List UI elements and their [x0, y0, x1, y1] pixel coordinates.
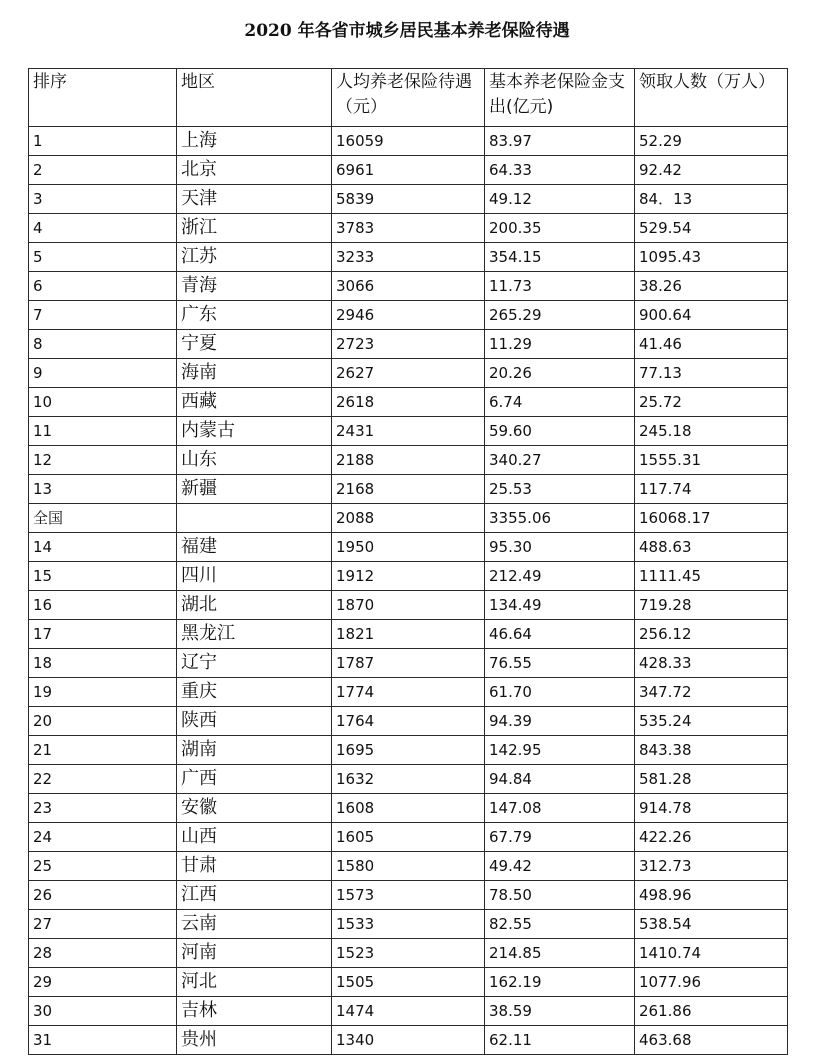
recipients-cell: 117.74: [635, 475, 788, 504]
avg-benefit-cell: 1573: [332, 881, 485, 910]
table-row: [29, 997, 788, 1026]
avg-benefit-cell: 1523: [332, 939, 485, 968]
avg-benefit-cell: 2723: [332, 330, 485, 359]
rank-cell: 2: [29, 156, 177, 185]
avg-benefit-cell: 2618: [332, 388, 485, 417]
table-row: [29, 968, 788, 997]
avg-benefit-cell: 1474: [332, 997, 485, 1026]
region-cell: 福建: [177, 533, 332, 562]
table-row: [29, 417, 788, 446]
table-row: [29, 388, 788, 417]
recipients-cell: 16068.17: [635, 504, 788, 533]
expenditure-cell: 95.30: [485, 533, 635, 562]
table-row: [29, 939, 788, 968]
avg-benefit-cell: 1340: [332, 1026, 485, 1055]
expenditure-cell: 25.53: [485, 475, 635, 504]
rank-cell: 4: [29, 214, 177, 243]
table-row: [29, 649, 788, 678]
rank-cell: 10: [29, 388, 177, 417]
rank-cell: 28: [29, 939, 177, 968]
region-cell: 山西: [177, 823, 332, 852]
rank-cell: 31: [29, 1026, 177, 1055]
avg-benefit-cell: 1912: [332, 562, 485, 591]
table-row: [29, 562, 788, 591]
avg-benefit-cell: 2946: [332, 301, 485, 330]
avg-benefit-cell: 1605: [332, 823, 485, 852]
avg-benefit-cell: 1632: [332, 765, 485, 794]
region-cell: 四川: [177, 562, 332, 591]
table-row: [29, 707, 788, 736]
table-row: [29, 765, 788, 794]
region-cell: 广西: [177, 765, 332, 794]
table-row: [29, 678, 788, 707]
recipients-cell: 719.28: [635, 591, 788, 620]
recipients-cell: 914.78: [635, 794, 788, 823]
recipients-cell: 422.26: [635, 823, 788, 852]
recipients-cell: 312.73: [635, 852, 788, 881]
page-title: 2020 年各省市城乡居民基本养老保险待遇: [244, 21, 570, 41]
avg-benefit-cell: 2431: [332, 417, 485, 446]
expenditure-cell: 6.74: [485, 388, 635, 417]
expenditure-cell: 212.49: [485, 562, 635, 591]
header-avg-benefit: 人均养老保险待遇（元）: [332, 69, 485, 127]
region-cell: 湖北: [177, 591, 332, 620]
rank-cell: 全国: [29, 504, 177, 533]
rank-cell: 11: [29, 417, 177, 446]
table-row: [29, 330, 788, 359]
recipients-cell: 463.68: [635, 1026, 788, 1055]
expenditure-cell: 147.08: [485, 794, 635, 823]
rank-cell: 6: [29, 272, 177, 301]
pension-table: [28, 68, 788, 1055]
recipients-cell: 41.46: [635, 330, 788, 359]
recipients-cell: 1410.74: [635, 939, 788, 968]
region-cell: 海南: [177, 359, 332, 388]
avg-benefit-cell: 3233: [332, 243, 485, 272]
avg-benefit-cell: 2088: [332, 504, 485, 533]
rank-cell: 16: [29, 591, 177, 620]
expenditure-cell: 49.42: [485, 852, 635, 881]
expenditure-cell: 3355.06: [485, 504, 635, 533]
expenditure-cell: 49.12: [485, 185, 635, 214]
table-row: [29, 533, 788, 562]
region-cell: 山东: [177, 446, 332, 475]
table-row: [29, 881, 788, 910]
recipients-cell: 1077.96: [635, 968, 788, 997]
avg-benefit-cell: 2627: [332, 359, 485, 388]
recipients-cell: 498.96: [635, 881, 788, 910]
region-cell: 天津: [177, 185, 332, 214]
table-row: [29, 272, 788, 301]
recipients-cell: 1555.31: [635, 446, 788, 475]
region-cell: 甘肃: [177, 852, 332, 881]
expenditure-cell: 64.33: [485, 156, 635, 185]
region-cell: 广东: [177, 301, 332, 330]
rank-cell: 13: [29, 475, 177, 504]
table-row: [29, 736, 788, 765]
recipients-cell: 535.24: [635, 707, 788, 736]
expenditure-cell: 59.60: [485, 417, 635, 446]
expenditure-cell: 46.64: [485, 620, 635, 649]
recipients-cell: 529.54: [635, 214, 788, 243]
rank-cell: 17: [29, 620, 177, 649]
table-row: [29, 852, 788, 881]
avg-benefit-cell: 1870: [332, 591, 485, 620]
rank-cell: 1: [29, 127, 177, 156]
table-row: [29, 823, 788, 852]
recipients-cell: 428.33: [635, 649, 788, 678]
expenditure-cell: 78.50: [485, 881, 635, 910]
avg-benefit-cell: 1764: [332, 707, 485, 736]
avg-benefit-cell: 2168: [332, 475, 485, 504]
expenditure-cell: 38.59: [485, 997, 635, 1026]
region-cell: 新疆: [177, 475, 332, 504]
recipients-cell: 245.18: [635, 417, 788, 446]
avg-benefit-cell: 1608: [332, 794, 485, 823]
table-row: [29, 156, 788, 185]
region-cell: 吉林: [177, 997, 332, 1026]
rank-cell: 5: [29, 243, 177, 272]
recipients-cell: 92.42: [635, 156, 788, 185]
avg-benefit-cell: 1580: [332, 852, 485, 881]
rank-cell: 25: [29, 852, 177, 881]
table-row: [29, 591, 788, 620]
region-cell: 北京: [177, 156, 332, 185]
region-cell: 宁夏: [177, 330, 332, 359]
table-body: [29, 127, 788, 1055]
region-cell: 云南: [177, 910, 332, 939]
rank-cell: 3: [29, 185, 177, 214]
recipients-cell: 843.38: [635, 736, 788, 765]
table-row: [29, 910, 788, 939]
recipients-cell: 38.26: [635, 272, 788, 301]
expenditure-cell: 67.79: [485, 823, 635, 852]
header-expenditure: 基本养老保险金支出(亿元): [485, 69, 635, 127]
table-row: [29, 620, 788, 649]
expenditure-cell: 62.11: [485, 1026, 635, 1055]
expenditure-cell: 265.29: [485, 301, 635, 330]
rank-cell: 23: [29, 794, 177, 823]
rank-cell: 30: [29, 997, 177, 1026]
expenditure-cell: 354.15: [485, 243, 635, 272]
region-cell: 西藏: [177, 388, 332, 417]
header-rank: 排序: [29, 69, 177, 127]
expenditure-cell: 134.49: [485, 591, 635, 620]
expenditure-cell: 11.29: [485, 330, 635, 359]
rank-cell: 19: [29, 678, 177, 707]
table-row: [29, 127, 788, 156]
recipients-cell: 77.13: [635, 359, 788, 388]
avg-benefit-cell: 6961: [332, 156, 485, 185]
recipients-cell: 900.64: [635, 301, 788, 330]
rank-cell: 27: [29, 910, 177, 939]
region-cell: 湖南: [177, 736, 332, 765]
avg-benefit-cell: 1695: [332, 736, 485, 765]
table-row: [29, 504, 788, 533]
expenditure-cell: 76.55: [485, 649, 635, 678]
expenditure-cell: 200.35: [485, 214, 635, 243]
recipients-cell: 261.86: [635, 997, 788, 1026]
expenditure-cell: 162.19: [485, 968, 635, 997]
table-row: [29, 359, 788, 388]
avg-benefit-cell: 1821: [332, 620, 485, 649]
region-cell: 贵州: [177, 1026, 332, 1055]
table-row: [29, 1026, 788, 1055]
region-cell: 重庆: [177, 678, 332, 707]
avg-benefit-cell: 2188: [332, 446, 485, 475]
avg-benefit-cell: 16059: [332, 127, 485, 156]
expenditure-cell: 94.84: [485, 765, 635, 794]
region-cell: 内蒙古: [177, 417, 332, 446]
recipients-cell: 52.29: [635, 127, 788, 156]
avg-benefit-cell: 1533: [332, 910, 485, 939]
region-cell: 陕西: [177, 707, 332, 736]
region-cell: 江西: [177, 881, 332, 910]
rank-cell: 18: [29, 649, 177, 678]
rank-cell: 12: [29, 446, 177, 475]
expenditure-cell: 83.97: [485, 127, 635, 156]
region-cell: 河南: [177, 939, 332, 968]
table-row: [29, 243, 788, 272]
rank-cell: 9: [29, 359, 177, 388]
expenditure-cell: 340.27: [485, 446, 635, 475]
recipients-cell: 25.72: [635, 388, 788, 417]
region-cell: 浙江: [177, 214, 332, 243]
region-cell: 青海: [177, 272, 332, 301]
rank-cell: 24: [29, 823, 177, 852]
table-row: [29, 446, 788, 475]
region-cell: 江苏: [177, 243, 332, 272]
rank-cell: 7: [29, 301, 177, 330]
rank-cell: 29: [29, 968, 177, 997]
avg-benefit-cell: 5839: [332, 185, 485, 214]
avg-benefit-cell: 1505: [332, 968, 485, 997]
recipients-cell: 538.54: [635, 910, 788, 939]
region-cell: 黑龙江: [177, 620, 332, 649]
avg-benefit-cell: 1787: [332, 649, 485, 678]
recipients-cell: 488.63: [635, 533, 788, 562]
recipients-cell: 581.28: [635, 765, 788, 794]
recipients-cell: 84．13: [635, 185, 788, 214]
rank-cell: 22: [29, 765, 177, 794]
rank-cell: 21: [29, 736, 177, 765]
avg-benefit-cell: 3783: [332, 214, 485, 243]
header-region: 地区: [177, 69, 332, 127]
table-row: [29, 185, 788, 214]
avg-benefit-cell: 1950: [332, 533, 485, 562]
region-cell: 安徽: [177, 794, 332, 823]
expenditure-cell: 142.95: [485, 736, 635, 765]
region-cell: 上海: [177, 127, 332, 156]
table-row: [29, 301, 788, 330]
region-cell: 辽宁: [177, 649, 332, 678]
avg-benefit-cell: 3066: [332, 272, 485, 301]
recipients-cell: 347.72: [635, 678, 788, 707]
expenditure-cell: 82.55: [485, 910, 635, 939]
rank-cell: 26: [29, 881, 177, 910]
table-row: [29, 475, 788, 504]
rank-cell: 8: [29, 330, 177, 359]
expenditure-cell: 214.85: [485, 939, 635, 968]
expenditure-cell: 61.70: [485, 678, 635, 707]
rank-cell: 15: [29, 562, 177, 591]
region-cell: 河北: [177, 968, 332, 997]
region-cell: [177, 504, 332, 533]
expenditure-cell: 20.26: [485, 359, 635, 388]
rank-cell: 14: [29, 533, 177, 562]
header-row: [29, 69, 788, 127]
expenditure-cell: 11.73: [485, 272, 635, 301]
recipients-cell: 1095.43: [635, 243, 788, 272]
avg-benefit-cell: 1774: [332, 678, 485, 707]
rank-cell: 20: [29, 707, 177, 736]
header-recipients: 领取人数（万人）: [635, 69, 788, 127]
expenditure-cell: 94.39: [485, 707, 635, 736]
table-row: [29, 214, 788, 243]
table-row: [29, 794, 788, 823]
recipients-cell: 256.12: [635, 620, 788, 649]
recipients-cell: 1111.45: [635, 562, 788, 591]
